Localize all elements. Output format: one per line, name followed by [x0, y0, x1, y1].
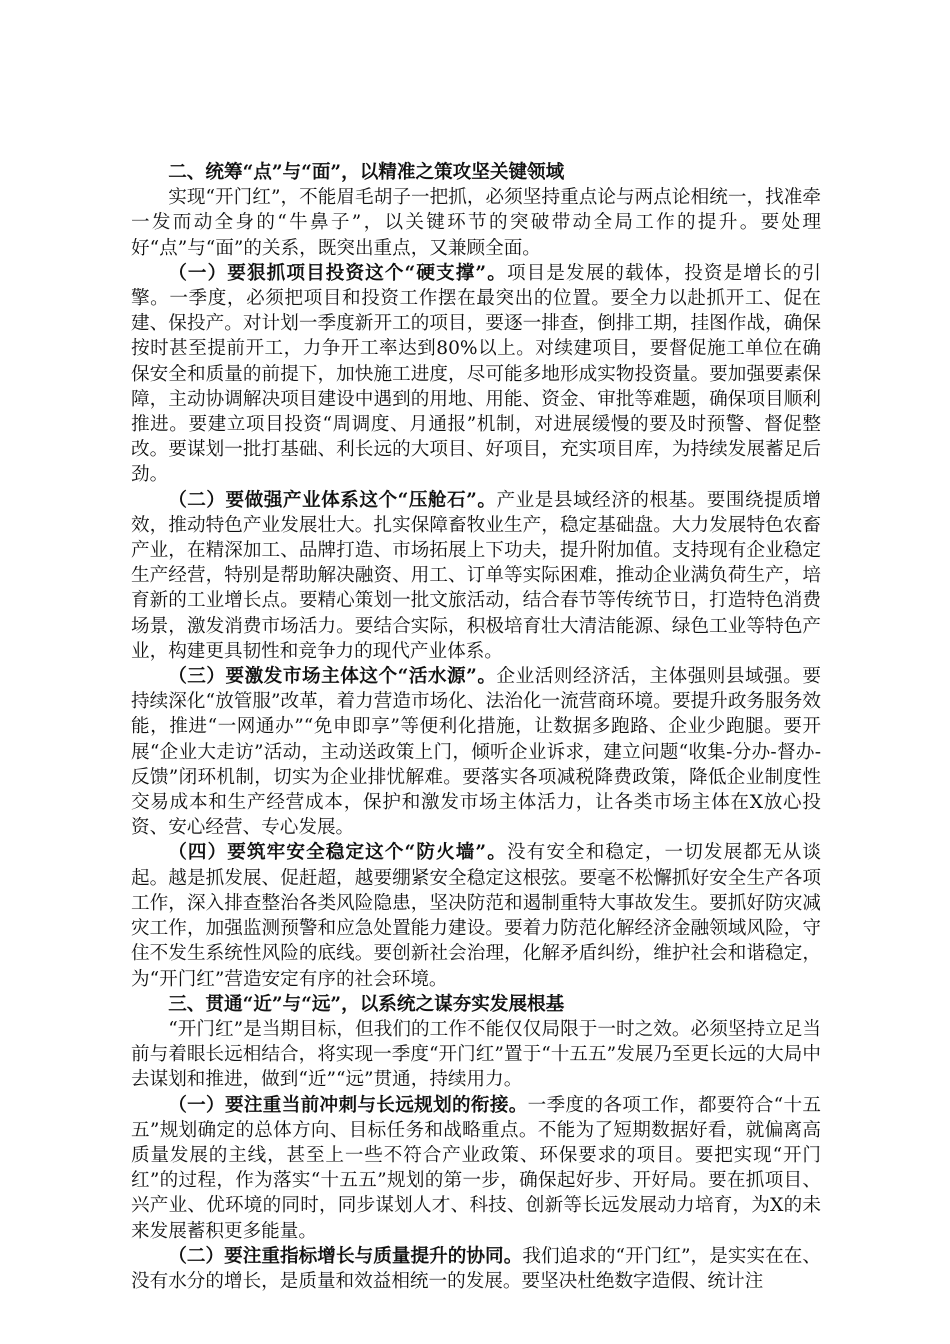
paragraph-lead: （一）要狠抓项目投资这个“硬支撑”。	[168, 262, 507, 284]
paragraph-text: 企业活则经济活，主体强则县域强。要持续深化“放管服”改革，着力营造市场化、法治化一流营商环境。要提升政务服务效能，推进“一网通办”“免申即享”等便利化措施，让数据多跑路、企业少跑腿。要开展“企业大走访”活动，主动送政策上门，倾听企业诉求，建立问题“收集-分办-督办-反馈”闭环机制，切实为企业排忧解难。要落实各项减税降费政策，降低企业制度性交易成本和生产经营成本，保护和激发市场主体活力，让各类市场主体在X放心投资、安心经营、专心发展。	[131, 666, 821, 839]
paragraph-text: 没有安全和稳定，一切发展都无从谈起。越是抓发展、促赶超，越要绷紧安全稳定这根弦。要毫不松懈抓好安全生产各项工作，深入排查整治各类风险隐患，坚决防范和遏制重特大事故发生。要抓好防灾减灾工作，加强监测预警和应急处置能力建设。要着力防范化解经济金融领域风险，守住不发生系统性风险的底线。要创新社会治理，化解矛盾纠纷，维护社会和谐稳定，为“开门红”营造安定有序的社会环境。	[131, 842, 821, 990]
paragraph-text: 项目是发展的载体，投资是增长的引擎。一季度，必须把项目和投资工作摆在最突出的位置。要全力以赴抓开工、促在建、保投产。对计划一季度新开工的项目，要逐一排查，倒排工期，挂图作战，确保按时甚至提前开工，力争开工率达到80%以上。对续建项目，要督促施工单位在确保安全和质量的前提下，加快施工进度，尽可能多地形成实物投资量。要加强要素保障，主动协调解决项目建设中遇到的用地、用能、资金、审批等难题，确保项目顺利推进。要建立项目投资“周调度、月通报”机制，对进展缓慢的要及时预警、督促整改。要谋划一批打基础、利长远的大项目、好项目，充实项目库，为持续发展蓄足后劲。	[131, 262, 821, 486]
body-paragraph	[131, 1017, 821, 1093]
section-heading-3: 三、贯通“近”与“远”，以系统之谋夯实发展根基	[168, 993, 565, 1015]
paragraph-text: 我们追求的“开门红”，是实实在在、没有水分的增长，是质量和效益相统一的发展。要坚决杜绝数字造假、统计注	[131, 1245, 821, 1292]
body-paragraph	[131, 1244, 821, 1294]
paragraph-text: “开门红”是当期目标，但我们的工作不能仅仅局限于一时之效。必须坚持立足当前与着眼长远相结合，将实现一季度“开门红”置于“十五五”发展乃至更长远的大局中去谋划和推进，做到“近”“远”贯通，持续用力。	[131, 1018, 821, 1091]
body-paragraph	[131, 1093, 821, 1244]
body-paragraph	[131, 664, 821, 840]
section-heading-2: 二、统筹“点”与“面”，以精准之策攻坚关键领域	[168, 162, 565, 183]
paragraph-text: 产业是县域经济的根基。要围绕提质增效，推动特色产业发展壮大。扎实保障畜牧业生产，稳定基础盘。大力发展特色农畜产业，在精深加工、品牌打造、市场拓展上下功夫，提升附加值。支持现有企业稳定生产经营，特别是帮助解决融资、用工、订单等实际困难，推动企业满负荷生产，培育新的工业增长点。要精心策划一批文旅活动，结合春节等传统节日，打造特色消费场景，激发消费市场活力。要结合实际，积极培育壮大清洁能源、绿色工业等特色产业，构建更具韧性和竞争力的现代产业体系。	[131, 489, 821, 662]
paragraph-lead: （二）要做强产业体系这个“压舱石”。	[168, 489, 497, 511]
body-paragraph	[131, 261, 821, 488]
paragraph-text: 一季度的各项工作，都要符合“十五五”规划确定的总体方向、目标任务和战略重点。不能为了短期数据好看，就偏离高质量发展的主线，甚至上一些不符合产业政策、环保要求的项目。要把实现“开门红”的过程，作为落实“十五五”规划的第一步，确保起好步、开好局。要在抓项目、兴产业、优环境的同时，同步谋划人才、科技、创新等长远发展动力培育，为X的未来发展蓄积更多能量。	[131, 1094, 821, 1242]
paragraph-lead: （四）要筑牢安全稳定这个“防火墙”。	[168, 842, 507, 864]
paragraph-text: 实现“开门红”，不能眉毛胡子一把抓，必须坚持重点论与两点论相统一，找准牵一发而动全身的“牛鼻子”，以关键环节的突破带动全局工作的提升。要处理好“点”与“面”的关系，既突出重点，又兼顾全面。	[131, 187, 821, 259]
body-paragraph	[131, 185, 821, 261]
document-page	[131, 160, 821, 1294]
paragraph-lead: （二）要注重指标增长与质量提升的协同。	[168, 1245, 523, 1267]
paragraph-lead: （三）要激发市场主体这个“活水源”。	[168, 666, 497, 688]
body-paragraph	[131, 840, 821, 991]
body-paragraph	[131, 488, 821, 664]
paragraph-lead: （一）要注重当前冲刺与长远规划的衔接。	[168, 1094, 528, 1116]
